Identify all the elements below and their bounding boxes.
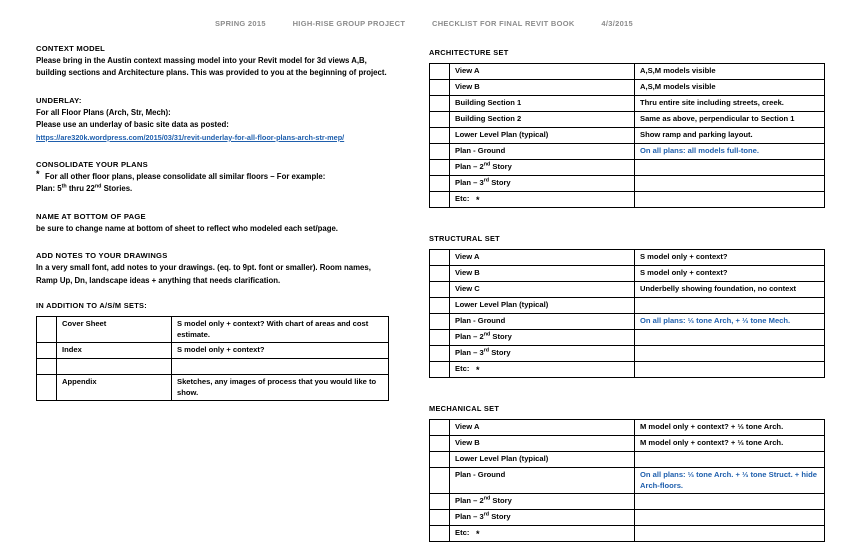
consolidate-sup-nd: nd [94,183,102,190]
row-label-cell [450,192,635,208]
row-marker-cell [430,160,450,176]
row-value-cell [172,359,389,375]
underlay-line-1: For all Floor Plans (Arch, Str, Mech): [36,107,171,117]
row-marker-cell [430,510,450,526]
row-label-cell [450,494,635,510]
row-label-cell: View B [450,80,635,96]
row-label-cell [57,359,172,375]
row-label-cell: View A [450,420,635,436]
table-row [430,282,825,298]
table-row [430,266,825,282]
row-marker-cell [430,96,450,112]
consolidate-line-2 [36,183,396,195]
row-label-suffix: Story [489,512,511,521]
consolidate-title: CONSOLIDATE YOUR PLANS [36,160,148,170]
add-notes-line-2: Ramp Up, Dn, landscape ideas + anything that needs clarification. [36,275,281,285]
row-marker-cell [37,375,57,401]
row-value-cell [635,330,825,346]
row-value-cell: Thru entire site including streets, creek. [635,96,825,112]
row-label-text: Plan – 2 [455,496,484,505]
row-label-ordinal: rd [483,177,490,184]
row-marker-cell [430,144,450,160]
row-label-cell: View B [450,436,635,452]
row-value-cell: On all plans: ⅓ tone Arch, + ⅓ tone Mech. [635,314,825,330]
architecture-set-table-body [430,64,825,208]
consolidate-plan-mid: thru 22 [66,184,95,194]
table-row [430,64,825,80]
row-label-cell: Building Section 1 [450,96,635,112]
table-row [430,314,825,330]
consolidate-line-1-text: For all other floor plans, please consolidate all similar floors – For example: [45,172,326,182]
row-marker-cell [430,494,450,510]
asterisk-marker: * [476,365,480,375]
row-label-text: Etc: [455,194,470,203]
row-label-text: Etc: [455,364,470,373]
structural-set-table [429,249,825,378]
row-value-cell: Same as above, perpendicular to Section 1 [635,112,825,128]
section-mechanical-set [429,404,817,542]
table-row [430,526,825,542]
row-label-ordinal: nd [483,161,491,168]
context-model-line-2: building sections and Architecture plans. This was provided to you at the beginning of project. [36,68,387,78]
context-model-line-1: Please bring in the Austin context massing model into your Revit model for 3d views A,B, [36,56,367,65]
table-row [430,346,825,362]
row-marker-cell [430,346,450,362]
consolidate-plan-pre: Plan: 5 [36,184,62,194]
row-marker-cell [430,330,450,346]
row-label-cell [450,176,635,192]
context-model-title: CONTEXT MODEL [36,44,106,53]
row-label-cell: View C [450,282,635,298]
table-row [37,375,389,401]
row-marker-cell [430,436,450,452]
row-label-cell [450,346,635,362]
row-label-cell: Lower Level Plan (typical) [450,298,635,314]
row-marker-cell [430,112,450,128]
row-label-cell: Plan - Ground [450,468,635,494]
spacer-structural [429,208,795,234]
table-row [430,80,825,96]
row-label-ordinal: rd [483,511,490,518]
table-row [37,359,389,375]
row-label-suffix: Story [490,162,512,171]
header-term: SPRING 2015 [214,19,266,28]
row-label-cell: Index [57,343,172,359]
row-label-text: Plan – 3 [455,512,484,521]
row-value-cell: On all plans: all models full-tone. [635,144,825,160]
row-marker-cell [430,362,450,378]
document-header [0,19,848,28]
section-architecture-set [429,48,795,208]
row-label-cell: Plan - Ground [450,314,635,330]
row-marker-cell [430,80,450,96]
row-value-cell [635,510,825,526]
section-name-bottom-of-page [36,210,396,235]
row-value-cell [635,160,825,176]
table-row [430,330,825,346]
row-value-cell: Sketches, any images of process that you would like to show. [172,375,389,401]
table-row [430,452,825,468]
table-row [430,298,825,314]
architecture-set-title: ARCHITECTURE SET [429,48,509,57]
row-label-cell [450,160,635,176]
row-label-text: Plan – 2 [455,162,484,171]
row-label-text: Plan – 3 [455,348,484,357]
row-value-cell [635,192,825,208]
row-label-ordinal: nd [483,331,491,338]
table-row [430,494,825,510]
row-label-text: Plan – 2 [455,332,484,341]
row-label-cell: Lower Level Plan (typical) [450,128,635,144]
architecture-set-table [429,63,825,208]
row-value-cell: S model only + context? [172,343,389,359]
table-row [430,96,825,112]
asterisk-marker: * [36,169,40,180]
row-value-cell: A,S,M models visible [635,64,825,80]
row-marker-cell [430,128,450,144]
section-consolidate-plans [36,158,396,196]
structural-set-title: STRUCTURAL SET [429,234,500,243]
structural-set-table-body [430,250,825,378]
row-label-cell: View A [450,250,635,266]
row-label-suffix: Story [490,332,512,341]
section-underlay [36,94,396,144]
row-label-cell: Cover Sheet [57,317,172,343]
row-label-cell: Appendix [57,375,172,401]
row-marker-cell [430,468,450,494]
underlay-link[interactable]: https://are320k.wordpress.com/2015/03/31/revit-underlay-for-all-floor-plans-arch-str-mep/ [36,132,345,142]
addition-table-title: IN ADDITION TO A/S/M SETS: [36,301,147,311]
row-label-cell [450,510,635,526]
consolidate-sup-th: th [61,183,67,190]
row-marker-cell [430,298,450,314]
consolidate-line-1 [36,171,396,183]
section-in-addition-sets [36,301,396,401]
row-value-cell [635,346,825,362]
addition-table [36,316,389,401]
row-value-cell [635,494,825,510]
addition-table-body [37,317,389,401]
section-context-model [36,42,396,80]
consolidate-plan-post: Stories. [101,184,133,194]
row-marker-cell [430,176,450,192]
row-value-cell: On all plans: ⅓ tone Arch. + ⅓ tone Struct. + hide Arch-floors. [635,468,825,494]
row-marker-cell [430,266,450,282]
name-bottom-line-1: be sure to change name at bottom of sheet to reflect who modeled each set/page. [36,223,338,233]
row-marker-cell [37,343,57,359]
row-value-cell: S model only + context? With chart of areas and cost estimate. [172,317,389,343]
row-label-cell [450,526,635,542]
row-label-text: Plan – 3 [455,178,484,187]
table-row [430,250,825,266]
left-column [36,42,396,415]
row-marker-cell [430,420,450,436]
row-label-cell [450,330,635,346]
section-add-notes [36,249,396,287]
row-marker-cell [430,64,450,80]
spacer-mechanical [429,378,795,404]
mechanical-set-title: MECHANICAL SET [429,404,500,413]
table-row [430,176,825,192]
mechanical-set-table [429,419,825,542]
row-marker-cell [430,282,450,298]
row-value-cell [635,362,825,378]
table-row [430,144,825,160]
row-value-cell [635,526,825,542]
add-notes-title: ADD NOTES TO YOUR DRAWINGS [36,251,168,261]
table-row [37,317,389,343]
table-row [37,343,389,359]
row-marker-cell [37,359,57,375]
row-label-suffix: Story [489,178,511,187]
header-doc-title: CHECKLIST FOR FINAL REVIT BOOK [432,19,575,28]
table-row [430,362,825,378]
header-project: HIGH-RISE GROUP PROJECT [292,19,406,28]
row-label-cell: View B [450,266,635,282]
row-label-cell: Lower Level Plan (typical) [450,452,635,468]
table-row [430,468,825,494]
table-row [430,160,825,176]
section-structural-set [429,234,795,378]
row-label-cell [450,362,635,378]
row-value-cell: S model only + context? [635,266,825,282]
table-row [430,112,825,128]
header-date: 4/3/2015 [601,19,634,28]
row-label-ordinal: nd [483,495,491,502]
row-value-cell [635,452,825,468]
table-row [430,436,825,452]
table-row [430,420,825,436]
row-value-cell: M model only + context? + ⅓ tone Arch. [635,436,825,452]
row-marker-cell [430,452,450,468]
underlay-line-2: Please use an underlay of basic site data as posted: [36,120,229,130]
row-value-cell [635,176,825,192]
row-value-cell [635,298,825,314]
row-label-cell: Plan - Ground [450,144,635,160]
row-marker-cell [37,317,57,343]
table-row [430,128,825,144]
row-value-cell: Show ramp and parking layout. [635,128,825,144]
row-marker-cell [430,192,450,208]
row-label-ordinal: rd [483,347,490,354]
row-value-cell: S model only + context? [635,250,825,266]
row-label-suffix: Story [490,496,512,505]
underlay-title: UNDERLAY: [36,95,82,105]
row-value-cell: Underbelly showing foundation, no context [635,282,825,298]
row-value-cell: M model only + context? + ⅓ tone Arch. [635,420,825,436]
row-label-cell: Building Section 2 [450,112,635,128]
row-value-cell: A,S,M models visible [635,80,825,96]
name-bottom-title: NAME AT BOTTOM OF PAGE [36,211,146,221]
right-column [429,48,817,542]
add-notes-line-1: In a very small font, add notes to your drawings. (eq. to 9pt. font or smaller). Room names, [36,263,371,273]
row-label-cell: View A [450,64,635,80]
table-row [430,192,825,208]
table-row [430,510,825,526]
asterisk-marker: * [476,529,480,539]
row-marker-cell [430,250,450,266]
row-marker-cell [430,314,450,330]
row-label-text: Etc: [455,528,470,537]
asterisk-marker: * [476,195,480,205]
row-label-suffix: Story [489,348,511,357]
row-marker-cell [430,526,450,542]
mechanical-set-table-body [430,420,825,542]
